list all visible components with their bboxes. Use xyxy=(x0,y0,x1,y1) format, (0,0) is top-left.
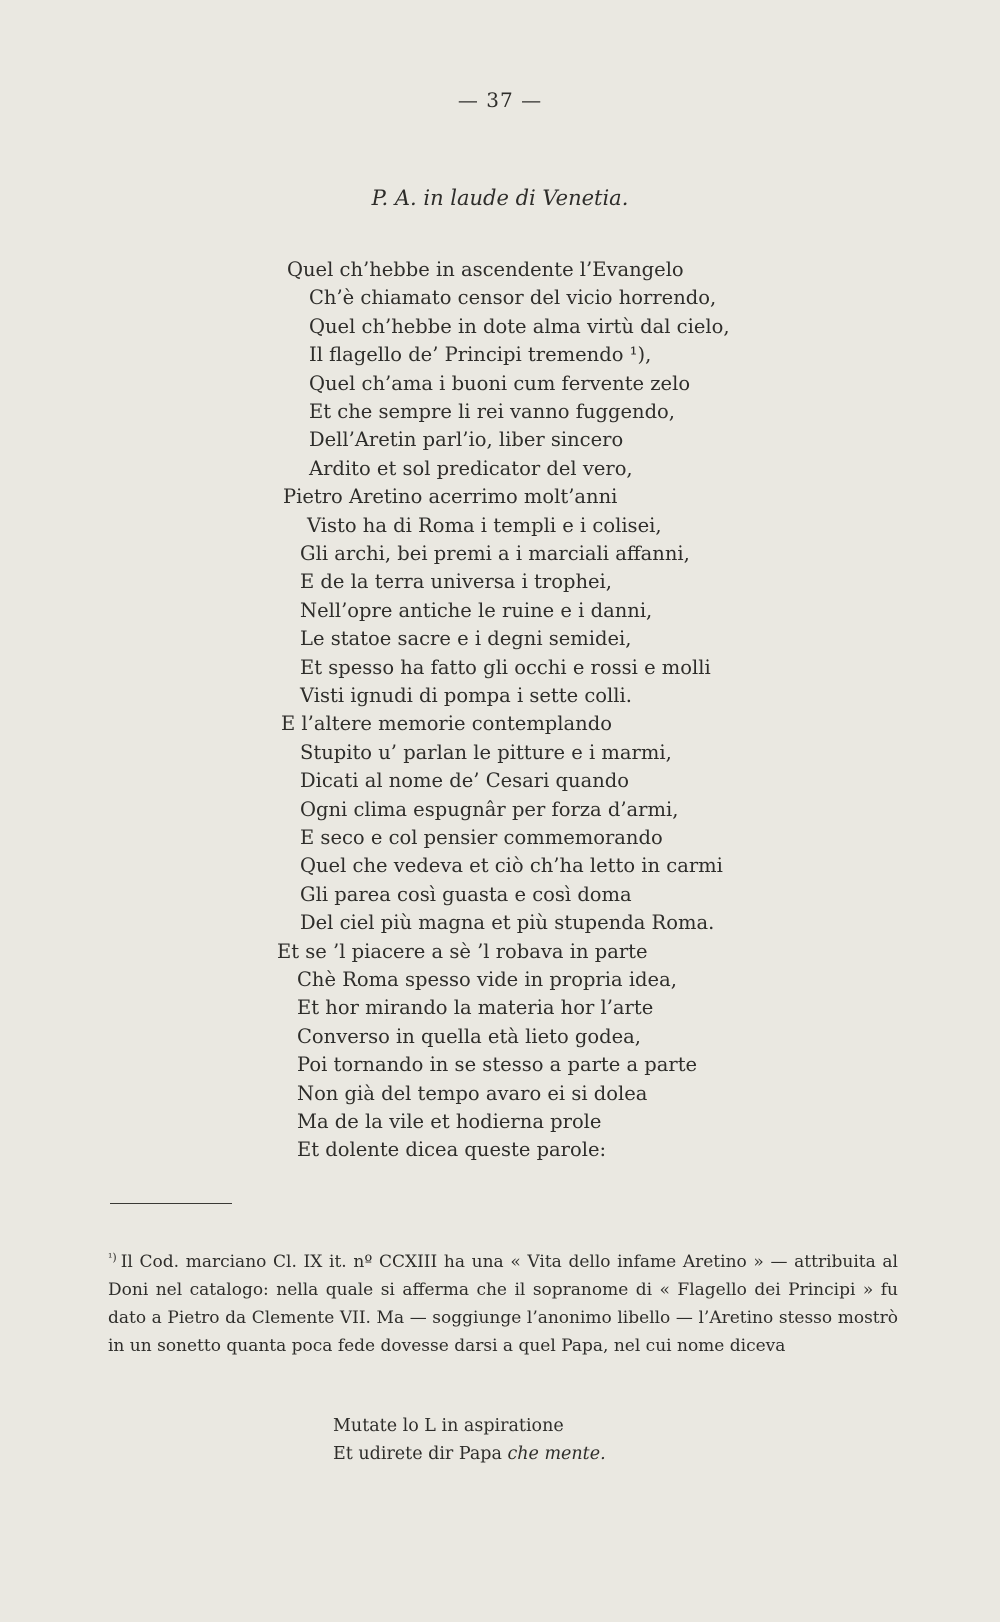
poem-line: Dell’Aretin parl’io, liber sincero xyxy=(309,428,624,452)
quote-italic-text: che mente. xyxy=(507,1444,606,1464)
poem-line: E de la terra universa i trophei, xyxy=(300,570,612,594)
poem-line: Quel ch’ama i buoni cum fervente zelo xyxy=(309,371,691,395)
poem-line: Ma de la vile et hodierna prole xyxy=(297,1110,602,1133)
poem-line: Ch’è chiamato censor del vicio horrendo, xyxy=(309,286,717,310)
poem-line: Visto ha di Roma i templi e i colisei, xyxy=(307,513,662,537)
poem-line: Et spesso ha fatto gli occhi e rossi e molli xyxy=(300,655,711,679)
page-number: — 37 — xyxy=(457,88,543,112)
poem-line: Stupito u’ parlan le pitture e i marmi, xyxy=(300,740,672,764)
poem-line: Quel ch’hebbe in ascendente l’Evangelo xyxy=(287,258,684,281)
poem-line: Converso in quella età lieto godea, xyxy=(297,1024,641,1048)
poem-line: Et hor mirando la materia hor l’arte xyxy=(297,996,654,1020)
poem-line: Et che sempre li rei vanno fuggendo, xyxy=(309,400,675,423)
quote-line: Mutate lo L in aspiratione xyxy=(333,1416,564,1436)
poem-line: Pietro Aretino acerrimo molt’anni xyxy=(283,485,618,509)
poem-line: Visti ignudi di pompa i sette colli. xyxy=(300,684,632,707)
footnote xyxy=(108,1244,898,1360)
quote-text: Et udirete dir Papa xyxy=(333,1444,508,1464)
poem-line: Quel ch’hebbe in dote alma virtù dal cielo, xyxy=(309,314,730,338)
poem-line: Gli parea così guasta e così doma xyxy=(300,882,632,906)
poem-line: Poi tornando in se stesso a parte a parte xyxy=(297,1053,698,1077)
poem-line: E seco e col pensier commemorando xyxy=(300,826,663,849)
poem-line: Del ciel più magna et più stupenda Roma. xyxy=(300,911,715,935)
footnote-marker: ¹) xyxy=(108,1251,117,1264)
poem-line: E l’altere memorie contemplando xyxy=(281,712,612,736)
poem-line: Nell’opre antiche le ruine e i danni, xyxy=(300,598,653,622)
poem-line: Chè Roma spesso vide in propria idea, xyxy=(297,968,677,991)
poem-line: Et dolente dicea queste parole: xyxy=(297,1138,607,1162)
footnote-quote xyxy=(333,1412,606,1468)
poem-line: Non già del tempo avaro ei si dolea xyxy=(297,1081,648,1105)
footnote-text: Il Cod. marciano Cl. IX it. nº CCXIII ha una « Vita dello infame Aretino » — attribuita al Doni nel catalogo: nella quale si afferma che il sopranome di « Flagello dei Principi » fu dato a Pietro da Clemente VII. Ma — soggiunge l’anonimo libello — l’Aretino stesso mostrò in un sonetto quanta poca fede dovesse darsi a quel Papa, nel cui nome diceva xyxy=(108,1252,898,1356)
poem-line: Gli archi, bei premi a i marciali affanni, xyxy=(300,542,690,565)
poem-line: Ardito et sol predicator del vero, xyxy=(309,456,633,480)
quote-line xyxy=(333,1440,606,1468)
poem-line: Ogni clima espugnâr per forza d’armi, xyxy=(300,797,679,821)
footnote-divider xyxy=(110,1203,232,1204)
poem-line: Il flagello de’ Principi tremendo ¹), xyxy=(309,343,652,367)
poem-line: Dicati al nome de’ Cesari quando xyxy=(300,769,629,793)
poem-line: Et se ’l piacere a sè ’l robava in parte xyxy=(277,939,648,963)
poem-title: P. A. in laude di Venetia. xyxy=(371,186,629,210)
poem-line: Le statoe sacre e i degni semidei, xyxy=(300,627,632,651)
poem-line: Quel che vedeva et ciò ch’ha letto in carmi xyxy=(300,854,723,878)
